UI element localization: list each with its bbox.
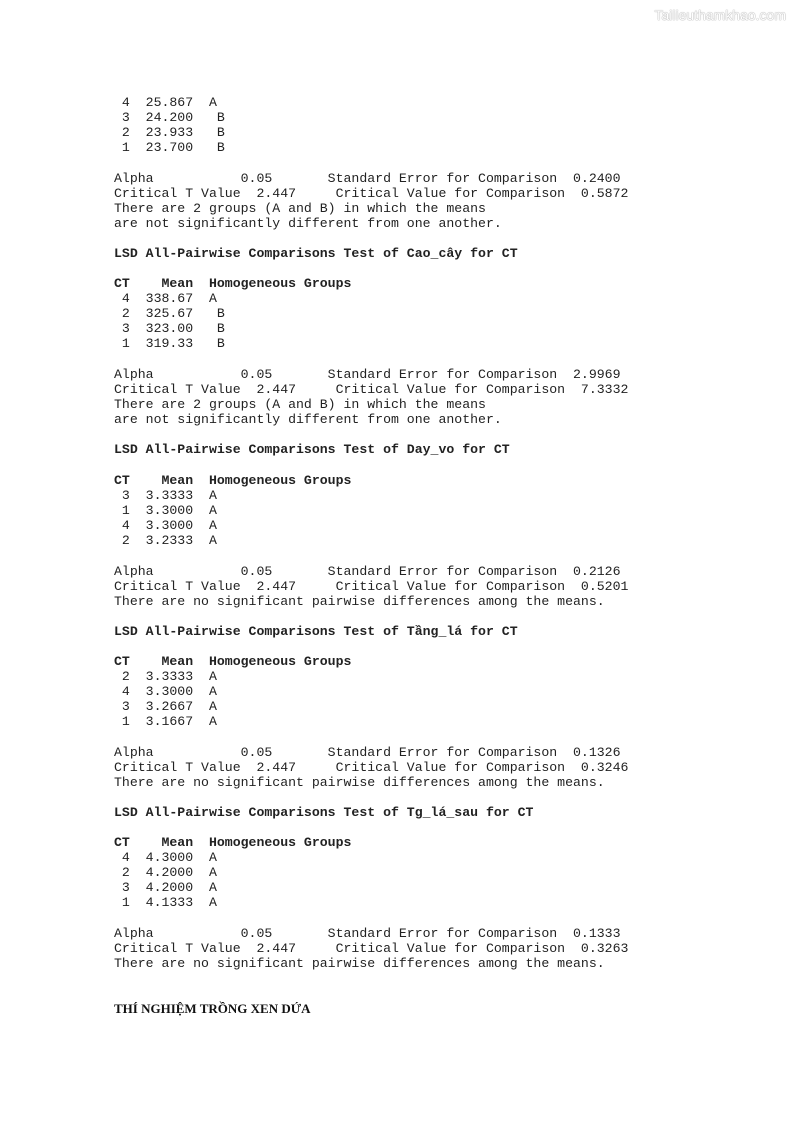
table-row: 3 3.3333 A xyxy=(114,488,217,504)
conclusion-line: are not significantly different from one another. xyxy=(114,216,502,232)
conclusion-line: are not significantly different from one another. xyxy=(114,412,502,428)
table-row: 4 3.3000 A xyxy=(114,518,217,534)
table-row: 1 3.1667 A xyxy=(114,714,217,730)
table-row: 4 338.67 A xyxy=(114,291,217,307)
table-row: 1 4.1333 A xyxy=(114,895,217,911)
section1-stats xyxy=(114,367,628,427)
section4-table xyxy=(114,835,351,910)
section0-rows xyxy=(114,95,225,155)
column-header: CT Mean Homogeneous Groups xyxy=(114,835,352,850)
conclusion-line: There are no significant pairwise differences among the means. xyxy=(114,594,605,610)
critical-line: Critical T Value 2.447 Critical Value for Comparison 0.3246 xyxy=(114,760,629,776)
section3-stats xyxy=(114,745,628,790)
table-row: 4 4.3000 A xyxy=(114,850,217,866)
column-header: CT Mean Homogeneous Groups xyxy=(114,276,352,291)
alpha-line: Alpha 0.05 Standard Error for Comparison 0.1326 xyxy=(114,745,621,760)
alpha-line: Alpha 0.05 Standard Error for Comparison 0.1333 xyxy=(114,926,621,941)
table-row: 2 23.933 B xyxy=(114,125,225,141)
column-header: CT Mean Homogeneous Groups xyxy=(114,654,352,669)
section0-stats xyxy=(114,171,628,231)
conclusion-line: There are no significant pairwise differences among the means. xyxy=(114,775,605,791)
conclusion-line: There are 2 groups (A and B) in which the means xyxy=(114,201,486,217)
critical-line: Critical T Value 2.447 Critical Value for Comparison 0.5872 xyxy=(114,186,629,202)
section2-heading: LSD All-Pairwise Comparisons Test of Day_vo for CT xyxy=(114,442,510,457)
table-row: 4 25.867 A xyxy=(114,95,217,110)
section1-table xyxy=(114,276,351,351)
alpha-line: Alpha 0.05 Standard Error for Comparison 2.9969 xyxy=(114,367,621,382)
table-row: 3 323.00 B xyxy=(114,321,225,337)
table-row: 1 3.3000 A xyxy=(114,503,217,519)
alpha-line: Alpha 0.05 Standard Error for Comparison 0.2400 xyxy=(114,171,621,186)
table-row: 2 325.67 B xyxy=(114,306,225,322)
table-row: 3 24.200 B xyxy=(114,110,225,126)
table-row: 2 3.2333 A xyxy=(114,533,217,549)
section4-heading: LSD All-Pairwise Comparisons Test of Tg_lá_sau for CT xyxy=(114,805,534,820)
table-row: 3 4.2000 A xyxy=(114,880,217,896)
table-row: 3 3.2667 A xyxy=(114,699,217,715)
section1-heading: LSD All-Pairwise Comparisons Test of Cao_cây for CT xyxy=(114,246,518,261)
watermark: Tailieuthamkhao.com xyxy=(654,7,786,23)
table-row: 2 4.2000 A xyxy=(114,865,217,881)
column-header: CT Mean Homogeneous Groups xyxy=(114,473,352,488)
critical-line: Critical T Value 2.447 Critical Value for Comparison 0.5201 xyxy=(114,579,629,595)
conclusion-line: There are 2 groups (A and B) in which the means xyxy=(114,397,486,413)
section2-stats xyxy=(114,564,628,609)
table-row: 1 23.700 B xyxy=(114,140,225,156)
critical-line: Critical T Value 2.447 Critical Value for Comparison 0.3263 xyxy=(114,941,629,957)
section2-table xyxy=(114,473,351,548)
section3-heading: LSD All-Pairwise Comparisons Test of Tầng_lá for CT xyxy=(114,624,518,639)
section3-table xyxy=(114,654,351,729)
conclusion-line: There are no significant pairwise differences among the means. xyxy=(114,956,605,972)
section-title: THÍ NGHIỆM TRỒNG XEN DỨA xyxy=(114,1001,311,1016)
alpha-line: Alpha 0.05 Standard Error for Comparison 0.2126 xyxy=(114,564,621,579)
section4-stats xyxy=(114,926,628,971)
table-row: 2 3.3333 A xyxy=(114,669,217,685)
table-row: 4 3.3000 A xyxy=(114,684,217,700)
table-row: 1 319.33 B xyxy=(114,336,225,352)
critical-line: Critical T Value 2.447 Critical Value for Comparison 7.3332 xyxy=(114,382,629,398)
